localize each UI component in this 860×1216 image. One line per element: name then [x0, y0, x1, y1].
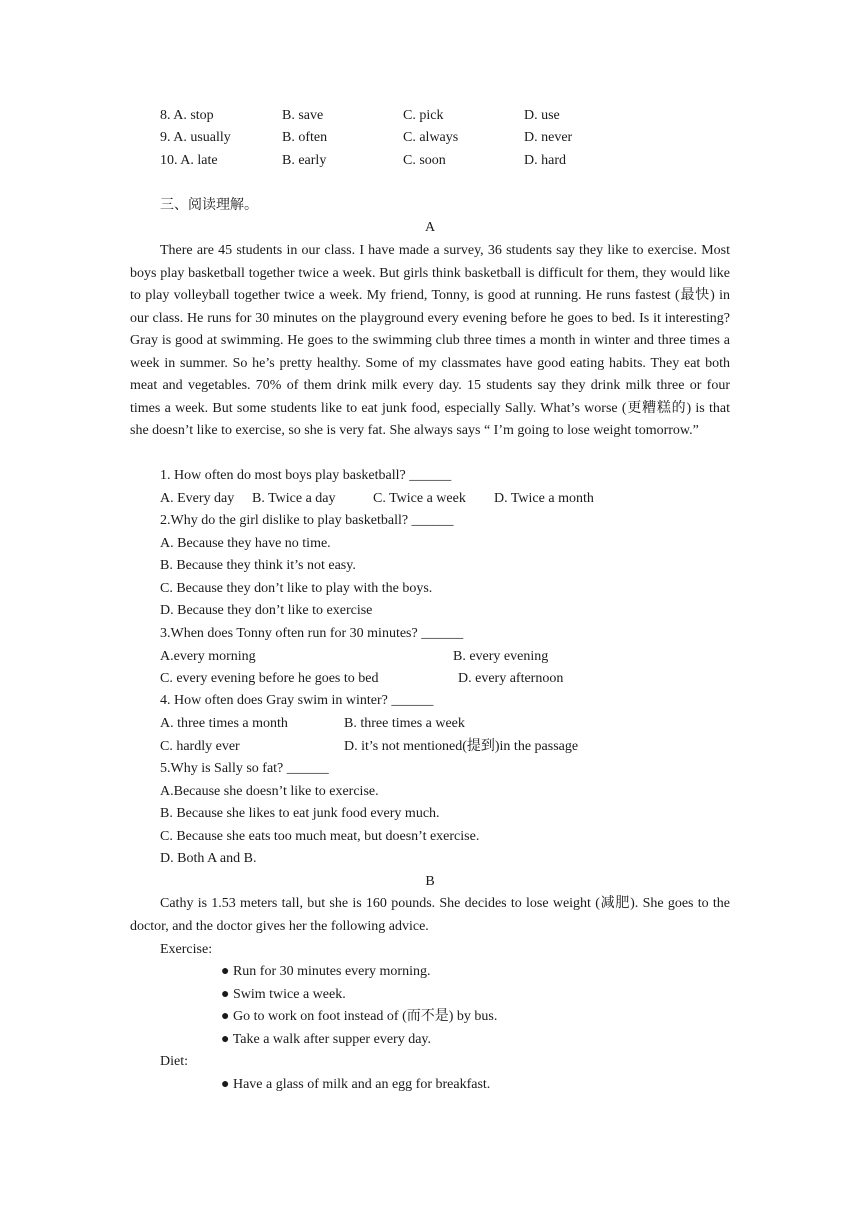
question-3: 3.When does Tonny often run for 30 minutes? ______ — [160, 626, 464, 641]
exercise-item: ● Run for 30 minutes every morning. — [221, 964, 431, 979]
q2-option-a: A. Because they have no time. — [160, 536, 331, 551]
q1-option-c: C. Twice a week — [373, 491, 466, 506]
q5-option-c: C. Because she eats too much meat, but doesn’t exercise. — [160, 829, 480, 844]
question-2: 2.Why do the girl dislike to play basketball? ______ — [160, 513, 454, 528]
q2-option-b: B. Because they think it’s not easy. — [160, 558, 356, 573]
exercise-item: ● Go to work on foot instead of (而不是) by bus. — [221, 1009, 498, 1024]
option-9b: B. often — [282, 130, 328, 145]
diet-item: ● Have a glass of milk and an egg for breakfast. — [221, 1077, 491, 1092]
q1-option-d: D. Twice a month — [494, 491, 594, 506]
option-9c: C. always — [403, 130, 459, 145]
q4-option-a: A. three times a month — [160, 716, 288, 731]
q5-option-a: A.Because she doesn’t like to exercise. — [160, 784, 379, 799]
q3-option-c: C. every evening before he goes to bed — [160, 671, 379, 686]
question-5: 5.Why is Sally so fat? ______ — [160, 761, 329, 776]
passage-b-text — [130, 893, 730, 938]
q4-option-d: D. it’s not mentioned(提到)in the passage — [344, 739, 579, 754]
option-8a: 8. A. stop — [160, 108, 214, 123]
q4-option-b: B. three times a week — [344, 716, 465, 731]
question-1: 1. How often do most boys play basketball? ______ — [160, 468, 452, 483]
diet-heading: Diet: — [160, 1054, 188, 1069]
q5-option-b: B. Because she likes to eat junk food every much. — [160, 806, 440, 821]
option-8c: C. pick — [403, 108, 444, 123]
q2-option-c: C. Because they don’t like to play with the boys. — [160, 581, 433, 596]
exercise-item: ● Swim twice a week. — [221, 987, 346, 1002]
option-10a: 10. A. late — [160, 153, 218, 168]
q4-option-c: C. hardly ever — [160, 739, 240, 754]
q3-option-a: A.every morning — [160, 649, 256, 664]
exercise-heading: Exercise: — [160, 942, 213, 957]
option-9d: D. never — [524, 130, 573, 145]
passage-a-paragraph: There are 45 students in our class. I have made a survey, 36 students say they like to exercise. Most boys play basketball together twice a week. But girls think basketball is difficult for them, they would like to play volleyball together twice a week. My friend, Tonny, is good at running. He runs fastest (最快) in our class. He runs for 30 minutes on the playground every evening before he goes to bed. Is it interesting? Gray is good at swimming. He goes to the swimming club three times a month in winter and three times a week in summer. So he’s pretty healthy. Some of my classmates have good eating habits. They eat both meat and vegetables. 70% of them drink milk every day. 15 students say they drink milk three or four times a week. But some students like to eat junk food, especially Sally. What’s worse (更糟糕的) is that she doesn’t like to exercise, so she is very fat. She always says “ I’m going to lose weight tomorrow.” — [130, 243, 730, 438]
passage-b-label: B — [425, 874, 435, 889]
q3-option-d: D. every afternoon — [458, 671, 564, 686]
passage-a-label: A — [424, 220, 436, 235]
section-heading: 三、阅读理解。 — [160, 198, 258, 213]
option-10d: D. hard — [524, 153, 566, 168]
option-8b: B. save — [282, 108, 324, 123]
q5-option-d: D. Both A and B. — [160, 851, 257, 866]
q1-option-a: A. Every day — [160, 491, 235, 506]
passage-b-paragraph: Cathy is 1.53 meters tall, but she is 160 pounds. She decides to lose weight (减肥). She goes to the doctor, and the doctor gives her the following advice. — [130, 896, 730, 934]
option-9a: 9. A. usually — [160, 130, 231, 145]
q3-option-b: B. every evening — [453, 649, 549, 664]
option-10c: C. soon — [403, 153, 446, 168]
exercise-item: ● Take a walk after supper every day. — [221, 1032, 431, 1047]
option-8d: D. use — [524, 108, 560, 123]
q1-option-b: B. Twice a day — [252, 491, 336, 506]
q2-option-d: D. Because they don’t like to exercise — [160, 603, 373, 618]
question-4: 4. How often does Gray swim in winter? ______ — [160, 693, 434, 708]
passage-a-text — [130, 240, 730, 443]
option-10b: B. early — [282, 153, 327, 168]
